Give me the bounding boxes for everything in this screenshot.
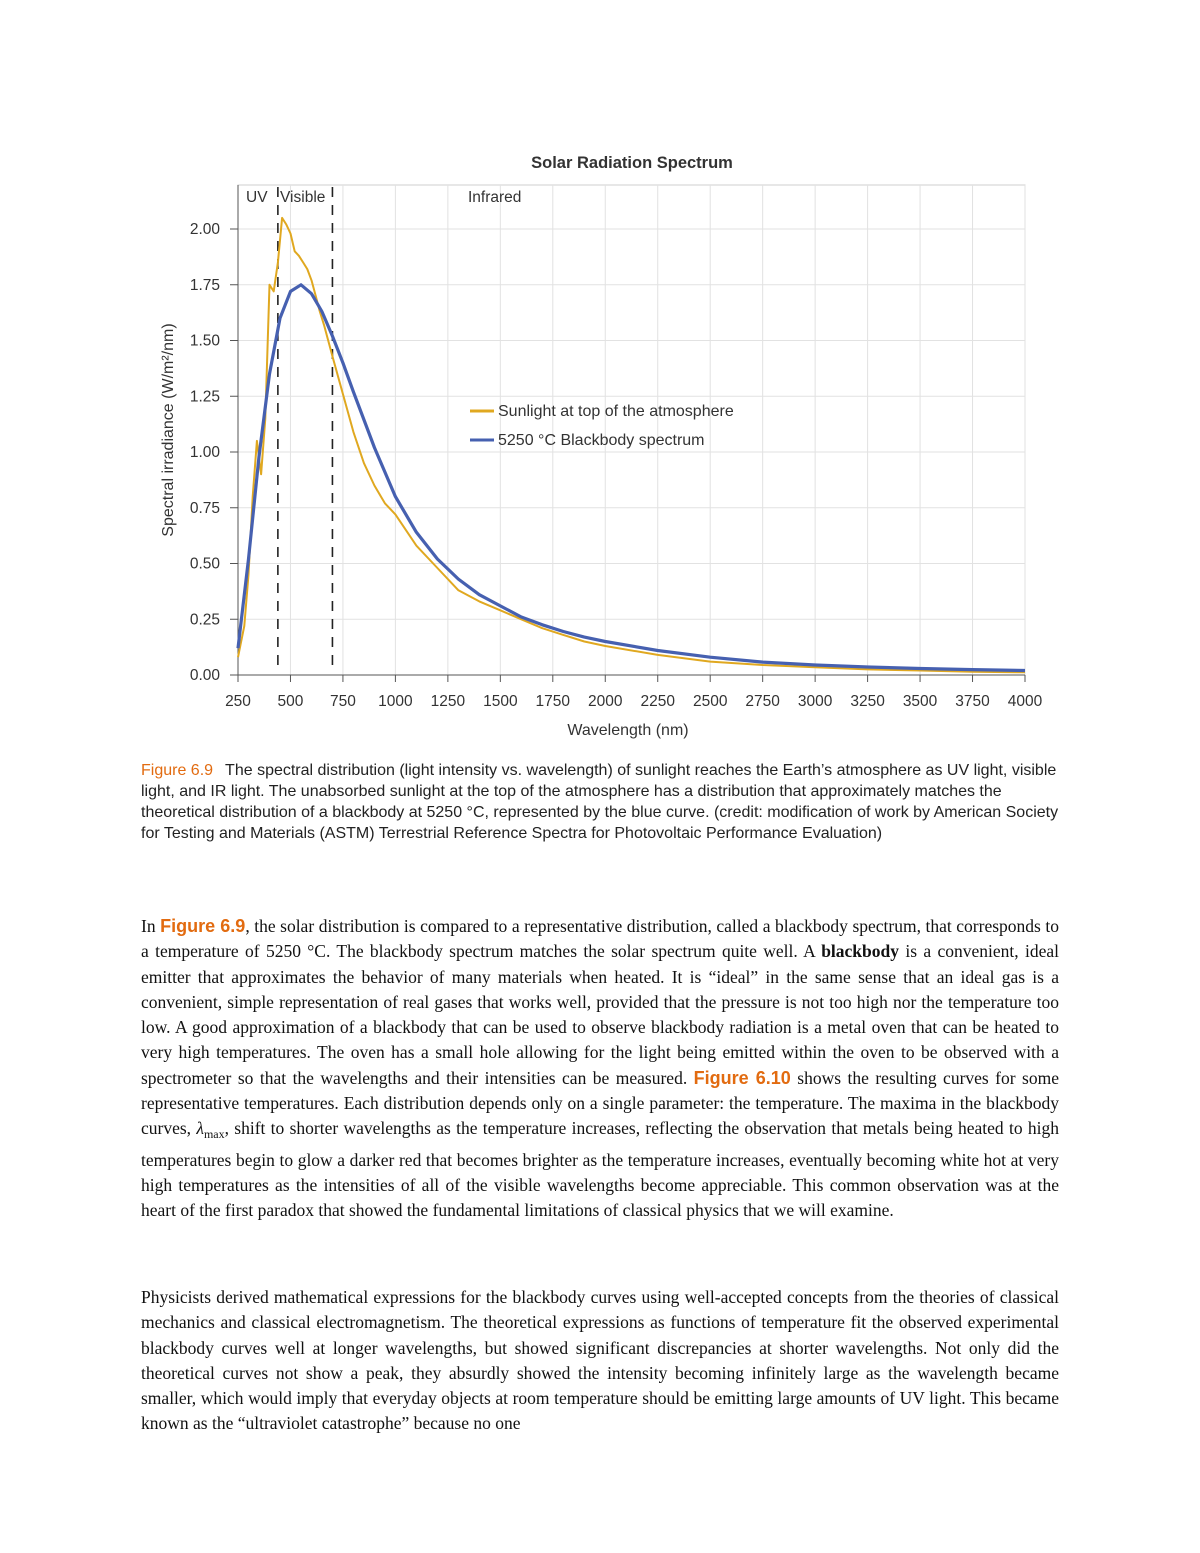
x-tick-label: 1750 <box>535 693 571 710</box>
legend-label: Sunlight at top of the atmosphere <box>498 403 734 420</box>
para1-text-1: In <box>141 916 161 936</box>
x-tick-label: 1250 <box>430 693 466 710</box>
body-paragraph-1 <box>141 914 1059 1224</box>
x-tick-label: 2250 <box>640 693 675 710</box>
x-tick-label: 1500 <box>483 693 518 710</box>
solar-spectrum-chart <box>0 0 1200 750</box>
x-tick-label: 3250 <box>850 693 885 710</box>
x-tick-label: 2750 <box>745 693 780 710</box>
figure-6-10-link[interactable]: Figure 6.10 <box>693 1067 791 1088</box>
x-axis-label: Wavelength (nm) <box>567 722 689 739</box>
x-tick-label: 250 <box>225 693 251 710</box>
y-tick-label: 1.75 <box>189 276 220 294</box>
x-tick-label: 3500 <box>902 693 938 710</box>
para1-text-5: , shift to shorter wavelengths as the temperature increases, reflecting the observation that metals being heated to high temperatures begin to glow a darker red that becomes brighter as the temperature increases, eventually becoming white hot at very high temperatures as the intensities of all of the visible wavelengths become appreciable. This common observation was at the heart of the first paradox that showed the fundamental limitations of classical physics that we will examine. <box>141 1118 1059 1221</box>
figure-caption <box>141 760 1066 844</box>
y-axis-label: Spectral irradiance (W/m²/nm) <box>160 323 177 537</box>
region-label-visible: Visible <box>280 189 326 206</box>
lambda-symbol: λ <box>196 1118 204 1139</box>
y-tick-label: 0.50 <box>189 555 220 573</box>
y-tick-label: 1.25 <box>189 388 220 406</box>
legend-label: 5250 °C Blackbody spectrum <box>498 432 705 449</box>
x-tick-label: 3000 <box>797 693 833 710</box>
solar-spectrum-figure <box>0 0 1200 750</box>
para1-text-2: , the solar distribution is compared to a representative distribution, called a blackbody spectrum, that corresponds to a temperature of 5250 °C. The blackbody spectrum matches the solar spectrum quite well. A <box>141 916 1059 962</box>
blackbody-term: blackbody <box>821 941 899 962</box>
lambda-subscript: max <box>203 1127 225 1142</box>
x-tick-label: 2000 <box>588 693 623 710</box>
chart-title: Solar Radiation Spectrum <box>531 154 733 172</box>
x-tick-label: 1000 <box>378 693 413 710</box>
region-label-uv: UV <box>246 189 268 206</box>
y-tick-label: 0.25 <box>189 611 220 629</box>
y-tick-label: 1.50 <box>189 332 220 350</box>
y-tick-label: 0.00 <box>189 667 220 684</box>
x-tick-label: 4000 <box>1007 693 1043 710</box>
x-tick-label: 500 <box>277 693 304 710</box>
figure-caption-text: The spectral distribution (light intensity vs. wavelength) of sunlight reaches the Earth’s atmosphere as UV light, visible light, and IR light. The unabsorbed sunlight at the top of the atmosphere has a distribution that approximately matches the theoretical distribution of a blackbody at 5250 °C, represented by the blue curve. (credit: modification of work by American Society for Testing and Materials (ASTM) Terrestrial Reference Spectra for Photovoltaic Performance Evaluation) <box>141 762 1059 842</box>
x-tick-label: 2500 <box>692 693 728 710</box>
para1-text-3: is a convenient, ideal emitter that approximates the behavior of many materials when heated. It is “ideal” in the same sense that an ideal gas is a convenient, simple representation of real gases that works well, provided that the pressure is not too high nor the temperature too low. A good approximation of a blackbody that can be used to observe blackbody radiation is a metal oven that can be heated to very high temperatures. The oven has a small hole allowing for the light being emitted within the oven to be observed with a spectrometer so that the wavelengths and their intensities can be measured. <box>141 941 1059 1088</box>
figure-6-9-link[interactable]: Figure 6.9 <box>160 916 246 936</box>
plot-area <box>238 185 1025 675</box>
body-paragraph-2: Physicists derived mathematical expressions for the blackbody curves using well-accepted concepts from the theories of classical mechanics and classical electromagnetism. The theoretical expressions as functions of temperature fit the observed experimental blackbody curves well at longer wavelengths, but showed significant discrepancies at shorter wavelengths. Not only did the theoretical curves not show a peak, they absurdly showed the intensity becoming infinitely large as the wavelength became smaller, which would imply that everyday objects at room temperature should be emitting large amounts of UV light. This became known as the “ultraviolet catastrophe” because no one <box>141 1287 1059 1434</box>
region-label-infrared: Infrared <box>468 189 522 206</box>
y-tick-label: 0.75 <box>189 499 220 517</box>
figure-caption-label: Figure 6.9 <box>141 762 214 779</box>
x-tick-label: 750 <box>329 693 356 710</box>
x-tick-label: 3750 <box>955 693 990 710</box>
y-tick-label: 2.00 <box>189 221 220 238</box>
para1-text-4: shows the resulting curves for some representative temperatures. Each distribution depends only on a single parameter: the temperature. The maxima in the blackbody curves, <box>141 1067 1059 1139</box>
y-tick-label: 1.00 <box>189 444 220 461</box>
